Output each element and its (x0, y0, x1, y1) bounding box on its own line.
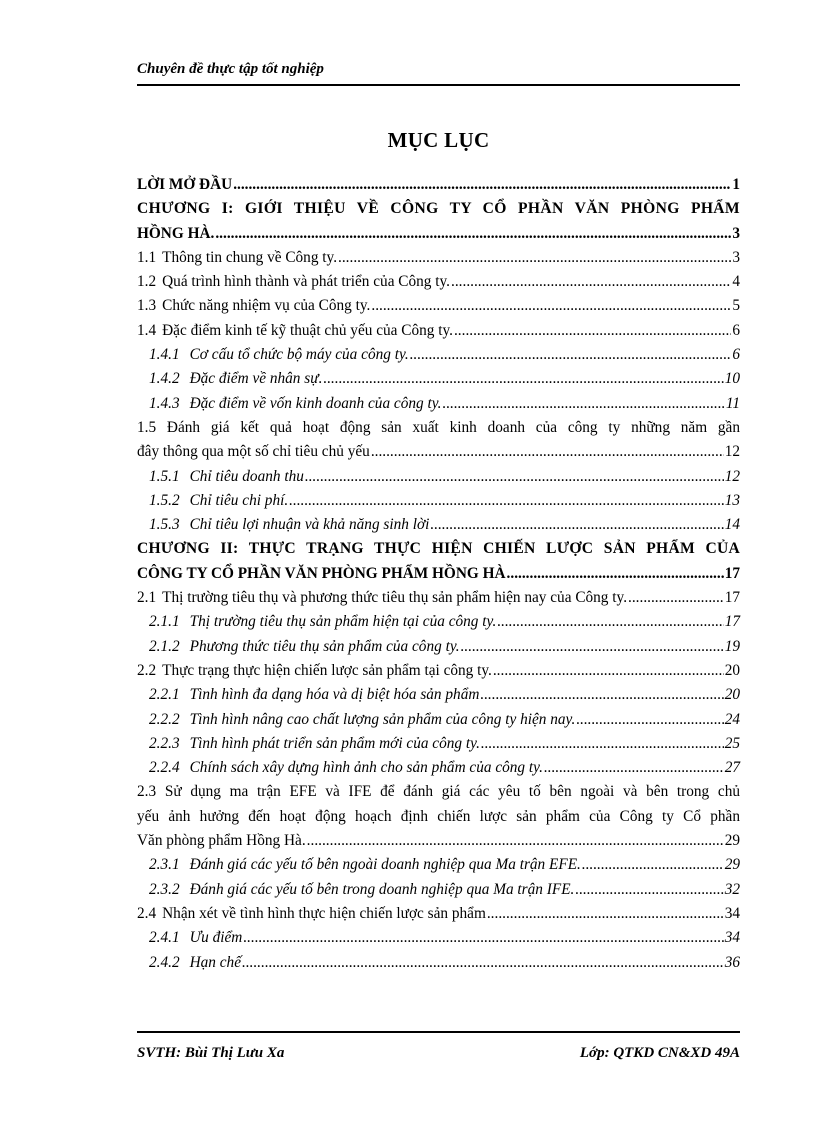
toc-page-number: 17 (724, 564, 740, 582)
toc-entry-text: Tình hình đa dạng hóa và dị biệt hóa sản phẩm (189, 686, 480, 704)
toc-entry-number: 2.3.2 (149, 880, 180, 898)
page-header-title: Chuyên đề thực tập tốt nghiệp (137, 61, 324, 77)
toc-entry-chapter-2[interactable] (137, 537, 740, 586)
toc-entry-2-2-4[interactable] (137, 756, 740, 780)
toc-entry-text: Tình hình phát triển sản phẩm mới của công ty. (189, 734, 480, 752)
toc-page-number: 11 (725, 394, 740, 412)
toc-entry-number: 2.2.3 (149, 734, 180, 752)
toc-entry-1-4[interactable] (137, 319, 740, 343)
toc-entry-text: Tình hình nâng cao chất lượng sản phẩm của công ty hiện nay. (189, 710, 576, 728)
toc-entry-line: HỒNG HÀ. (137, 224, 215, 242)
toc-entry-number: 1.4 (137, 321, 157, 339)
toc-entry-number: 2.3.1 (149, 856, 180, 874)
toc-entry-2-2-1[interactable] (137, 683, 740, 707)
toc-entry-number: 1.1 (137, 248, 157, 266)
toc-entry-1-1[interactable] (137, 246, 740, 270)
toc-entry-number: 2.2.2 (149, 710, 180, 728)
toc-entry-2-1-1[interactable] (137, 610, 740, 634)
toc-page-number: 17 (724, 613, 740, 631)
toc-page-number: 13 (724, 491, 740, 509)
toc-entry-number: 2.1.1 (149, 613, 180, 631)
dot-leader (461, 635, 724, 659)
toc-entry-2-2-3[interactable] (137, 732, 740, 756)
toc-page-number: 19 (724, 637, 740, 655)
dot-leader (487, 902, 724, 926)
toc-page-number: 12 (724, 467, 740, 485)
dot-leader (430, 513, 723, 537)
toc-entry-text: Chỉ tiêu chi phí. (189, 491, 289, 509)
toc-entry-text: Đặc điểm về vốn kinh doanh của công ty. (189, 394, 442, 412)
dot-leader (371, 440, 724, 464)
toc-entry-number: 2.2 (137, 661, 157, 679)
toc-entry-number: 2.4 (137, 904, 157, 922)
toc-entry-number: 2.4.1 (149, 929, 180, 947)
toc-entry-number: 1.4.2 (149, 370, 180, 388)
toc-entry-line: 2.3 Sử dụng ma trận EFE và IFE để đánh giá các yêu tố bên ngoài và bên trong chủ (137, 783, 740, 801)
dot-leader (480, 683, 723, 707)
toc-entry-number: 2.4.2 (149, 953, 180, 971)
toc-page-number: 20 (724, 661, 740, 679)
dot-leader (507, 562, 724, 586)
toc-entry-text: Hạn chế (189, 953, 241, 971)
toc-entry-number: 2.1 (137, 589, 157, 607)
toc-entry-text: Chỉ tiêu lợi nhuận và khả năng sinh lời (189, 516, 430, 534)
toc-entry-1-5-2[interactable] (137, 489, 740, 513)
toc-entry-2-3[interactable] (137, 780, 740, 853)
toc-page-number: 20 (724, 686, 740, 704)
toc-entry-1-2[interactable] (137, 270, 740, 294)
toc-page-number: 34 (724, 929, 740, 947)
dot-leader (443, 392, 725, 416)
toc-page-number: 4 (732, 273, 740, 291)
toc-entry-line: 1.5 Đánh giá kết quả hoạt động sản xuất kinh doanh của công ty những năm gần (137, 418, 740, 436)
toc-entry-number: 1.5.3 (149, 516, 180, 534)
toc-entry-line: CHƯƠNG II: THỰC TRẠNG THỰC HIỆN CHIẾN LƯỢC SẢN PHẨM CỦA (137, 540, 740, 558)
toc-entry-number: 1.4.3 (149, 394, 180, 412)
table-of-contents (137, 173, 740, 975)
dot-leader (305, 465, 724, 489)
toc-page-number: 29 (724, 832, 740, 850)
toc-entry-text: Thực trạng thực hiện chiến lược sản phẩm tại công ty. (162, 661, 492, 679)
toc-page-number: 5 (732, 297, 740, 315)
dot-leader (582, 853, 724, 877)
toc-entry-number: 1.4.1 (149, 346, 180, 364)
dot-leader (307, 829, 724, 853)
toc-page-number: 25 (724, 734, 740, 752)
toc-heading: MỤC LỤC (387, 128, 490, 152)
toc-entry-2-4[interactable] (137, 902, 740, 926)
dot-leader (481, 732, 724, 756)
toc-entry-text: Thông tin chung về Công ty. (162, 248, 338, 266)
toc-entry-1-4-1[interactable] (137, 343, 740, 367)
toc-entry-number: 2.2.1 (149, 686, 180, 704)
dot-leader (243, 926, 723, 950)
toc-entry-text: Thị trường tiêu thụ sản phẩm hiện tại của công ty. (189, 613, 497, 631)
toc-entry-number: 1.5.2 (149, 491, 180, 509)
toc-entry-text: Đặc điểm kinh tế kỹ thuật chủ yếu của Công ty. (162, 321, 453, 339)
toc-page-number: 3 (732, 248, 740, 266)
toc-page-number: 14 (724, 516, 740, 534)
footer-student-name: SVTH: Bùi Thị Lưu Xa (137, 1045, 285, 1061)
toc-entry-1-5-1[interactable] (137, 465, 740, 489)
dot-leader (323, 367, 723, 391)
toc-entry-2-4-1[interactable] (137, 926, 740, 950)
toc-page-number: 1 (732, 176, 740, 193)
toc-page-number: 24 (724, 710, 740, 728)
toc-entry-line: đây thông qua một số chỉ tiêu chủ yếu (137, 443, 370, 461)
toc-entry-text: LỜI MỞ ĐẦU (137, 176, 233, 193)
toc-entry-1-5-3[interactable] (137, 513, 740, 537)
dot-leader (233, 173, 731, 197)
toc-entry-number: 1.3 (137, 297, 157, 315)
toc-entry-2-3-1[interactable] (137, 853, 740, 877)
dot-leader (497, 610, 723, 634)
toc-entry-number: 1.5.1 (149, 467, 180, 485)
toc-entry-text: Thị trường tiêu thụ và phương thức tiêu thụ sản phẩm hiện nay của Công ty. (162, 589, 628, 607)
toc-page-number: 32 (724, 880, 740, 898)
toc-entry-text: Đánh giá các yếu tố bên ngoài doanh nghiệp qua Ma trận EFE. (189, 856, 581, 874)
toc-entry-text: Đặc điểm về nhân sự. (189, 370, 323, 388)
toc-page-number: 6 (732, 346, 740, 364)
toc-entry-intro[interactable] (137, 173, 740, 197)
toc-page-number: 12 (724, 443, 740, 461)
toc-page-number: 34 (724, 904, 740, 922)
footer-class-name: Lớp: QTKD CN&XD 49A (579, 1045, 740, 1061)
toc-entry-text: Chỉ tiêu doanh thu (189, 467, 304, 485)
toc-entry-number: 2.1.2 (149, 637, 180, 655)
toc-entry-1-4-3[interactable] (137, 392, 740, 416)
toc-entry-text: Cơ cấu tổ chức bộ máy của công ty. (189, 346, 409, 364)
toc-entry-chapter-1[interactable] (137, 197, 740, 246)
toc-page-number: 6 (732, 321, 740, 339)
toc-entry-1-4-2[interactable] (137, 367, 740, 391)
dot-leader (410, 343, 732, 367)
dot-leader (338, 246, 731, 270)
toc-page-number: 17 (724, 589, 740, 607)
footer-divider (137, 1031, 740, 1033)
toc-entry-2-3-2[interactable] (137, 878, 740, 902)
dot-leader (451, 270, 731, 294)
toc-entry-1-3[interactable] (137, 294, 740, 318)
toc-entry-1-5[interactable] (137, 416, 740, 465)
toc-entry-2-1[interactable] (137, 586, 740, 610)
dot-leader (454, 319, 731, 343)
dot-leader (242, 951, 724, 975)
toc-page-number: 10 (724, 370, 740, 388)
toc-entry-text: Chức năng nhiệm vụ của Công ty. (162, 297, 371, 315)
toc-entry-text: Quá trình hình thành và phát triển của Công ty. (162, 273, 451, 291)
toc-entry-number: 2.2.4 (149, 759, 180, 777)
toc-entry-line: CHƯƠNG I: GIỚI THIỆU VỀ CÔNG TY CỔ PHẦN VĂN PHÒNG PHẨM (137, 200, 740, 218)
dot-leader (575, 878, 723, 902)
dot-leader (289, 489, 724, 513)
toc-entry-line: CÔNG TY CỔ PHẦN VĂN PHÒNG PHẨM HỒNG HÀ (137, 564, 506, 582)
toc-page-number: 3 (732, 224, 740, 242)
dot-leader (628, 586, 724, 610)
toc-entry-line: yếu ảnh hưởng đến hoạt động hoạch định chiến lược sản phẩm của Công ty Cổ phần (137, 807, 740, 825)
toc-entry-text: Nhận xét về tình hình thực hiện chiến lược sản phẩm (162, 904, 486, 922)
toc-page-number: 27 (724, 759, 740, 777)
toc-page-number: 36 (724, 953, 740, 971)
toc-entry-text: Phương thức tiêu thụ sản phẩm của công ty. (189, 637, 460, 655)
toc-entry-2-2[interactable] (137, 659, 740, 683)
toc-entry-number: 1.2 (137, 273, 157, 291)
dot-leader (371, 294, 731, 318)
toc-page-number: 29 (724, 856, 740, 874)
toc-entry-text: Ưu điểm (189, 929, 243, 947)
header-divider (137, 84, 740, 86)
toc-entry-2-1-2[interactable] (137, 635, 740, 659)
toc-entry-2-4-2[interactable] (137, 951, 740, 975)
toc-entry-2-2-2[interactable] (137, 708, 740, 732)
dot-leader (576, 708, 723, 732)
toc-entry-text: Đánh giá các yếu tố bên trong doanh nghiệp qua Ma trận IFE. (189, 880, 575, 898)
toc-entry-text: Chính sách xây dựng hình ảnh cho sản phẩm của công ty. (189, 759, 543, 777)
dot-leader (493, 659, 724, 683)
toc-entry-line: Văn phòng phẩm Hồng Hà. (137, 832, 306, 850)
dot-leader (544, 756, 724, 780)
dot-leader (215, 222, 731, 246)
